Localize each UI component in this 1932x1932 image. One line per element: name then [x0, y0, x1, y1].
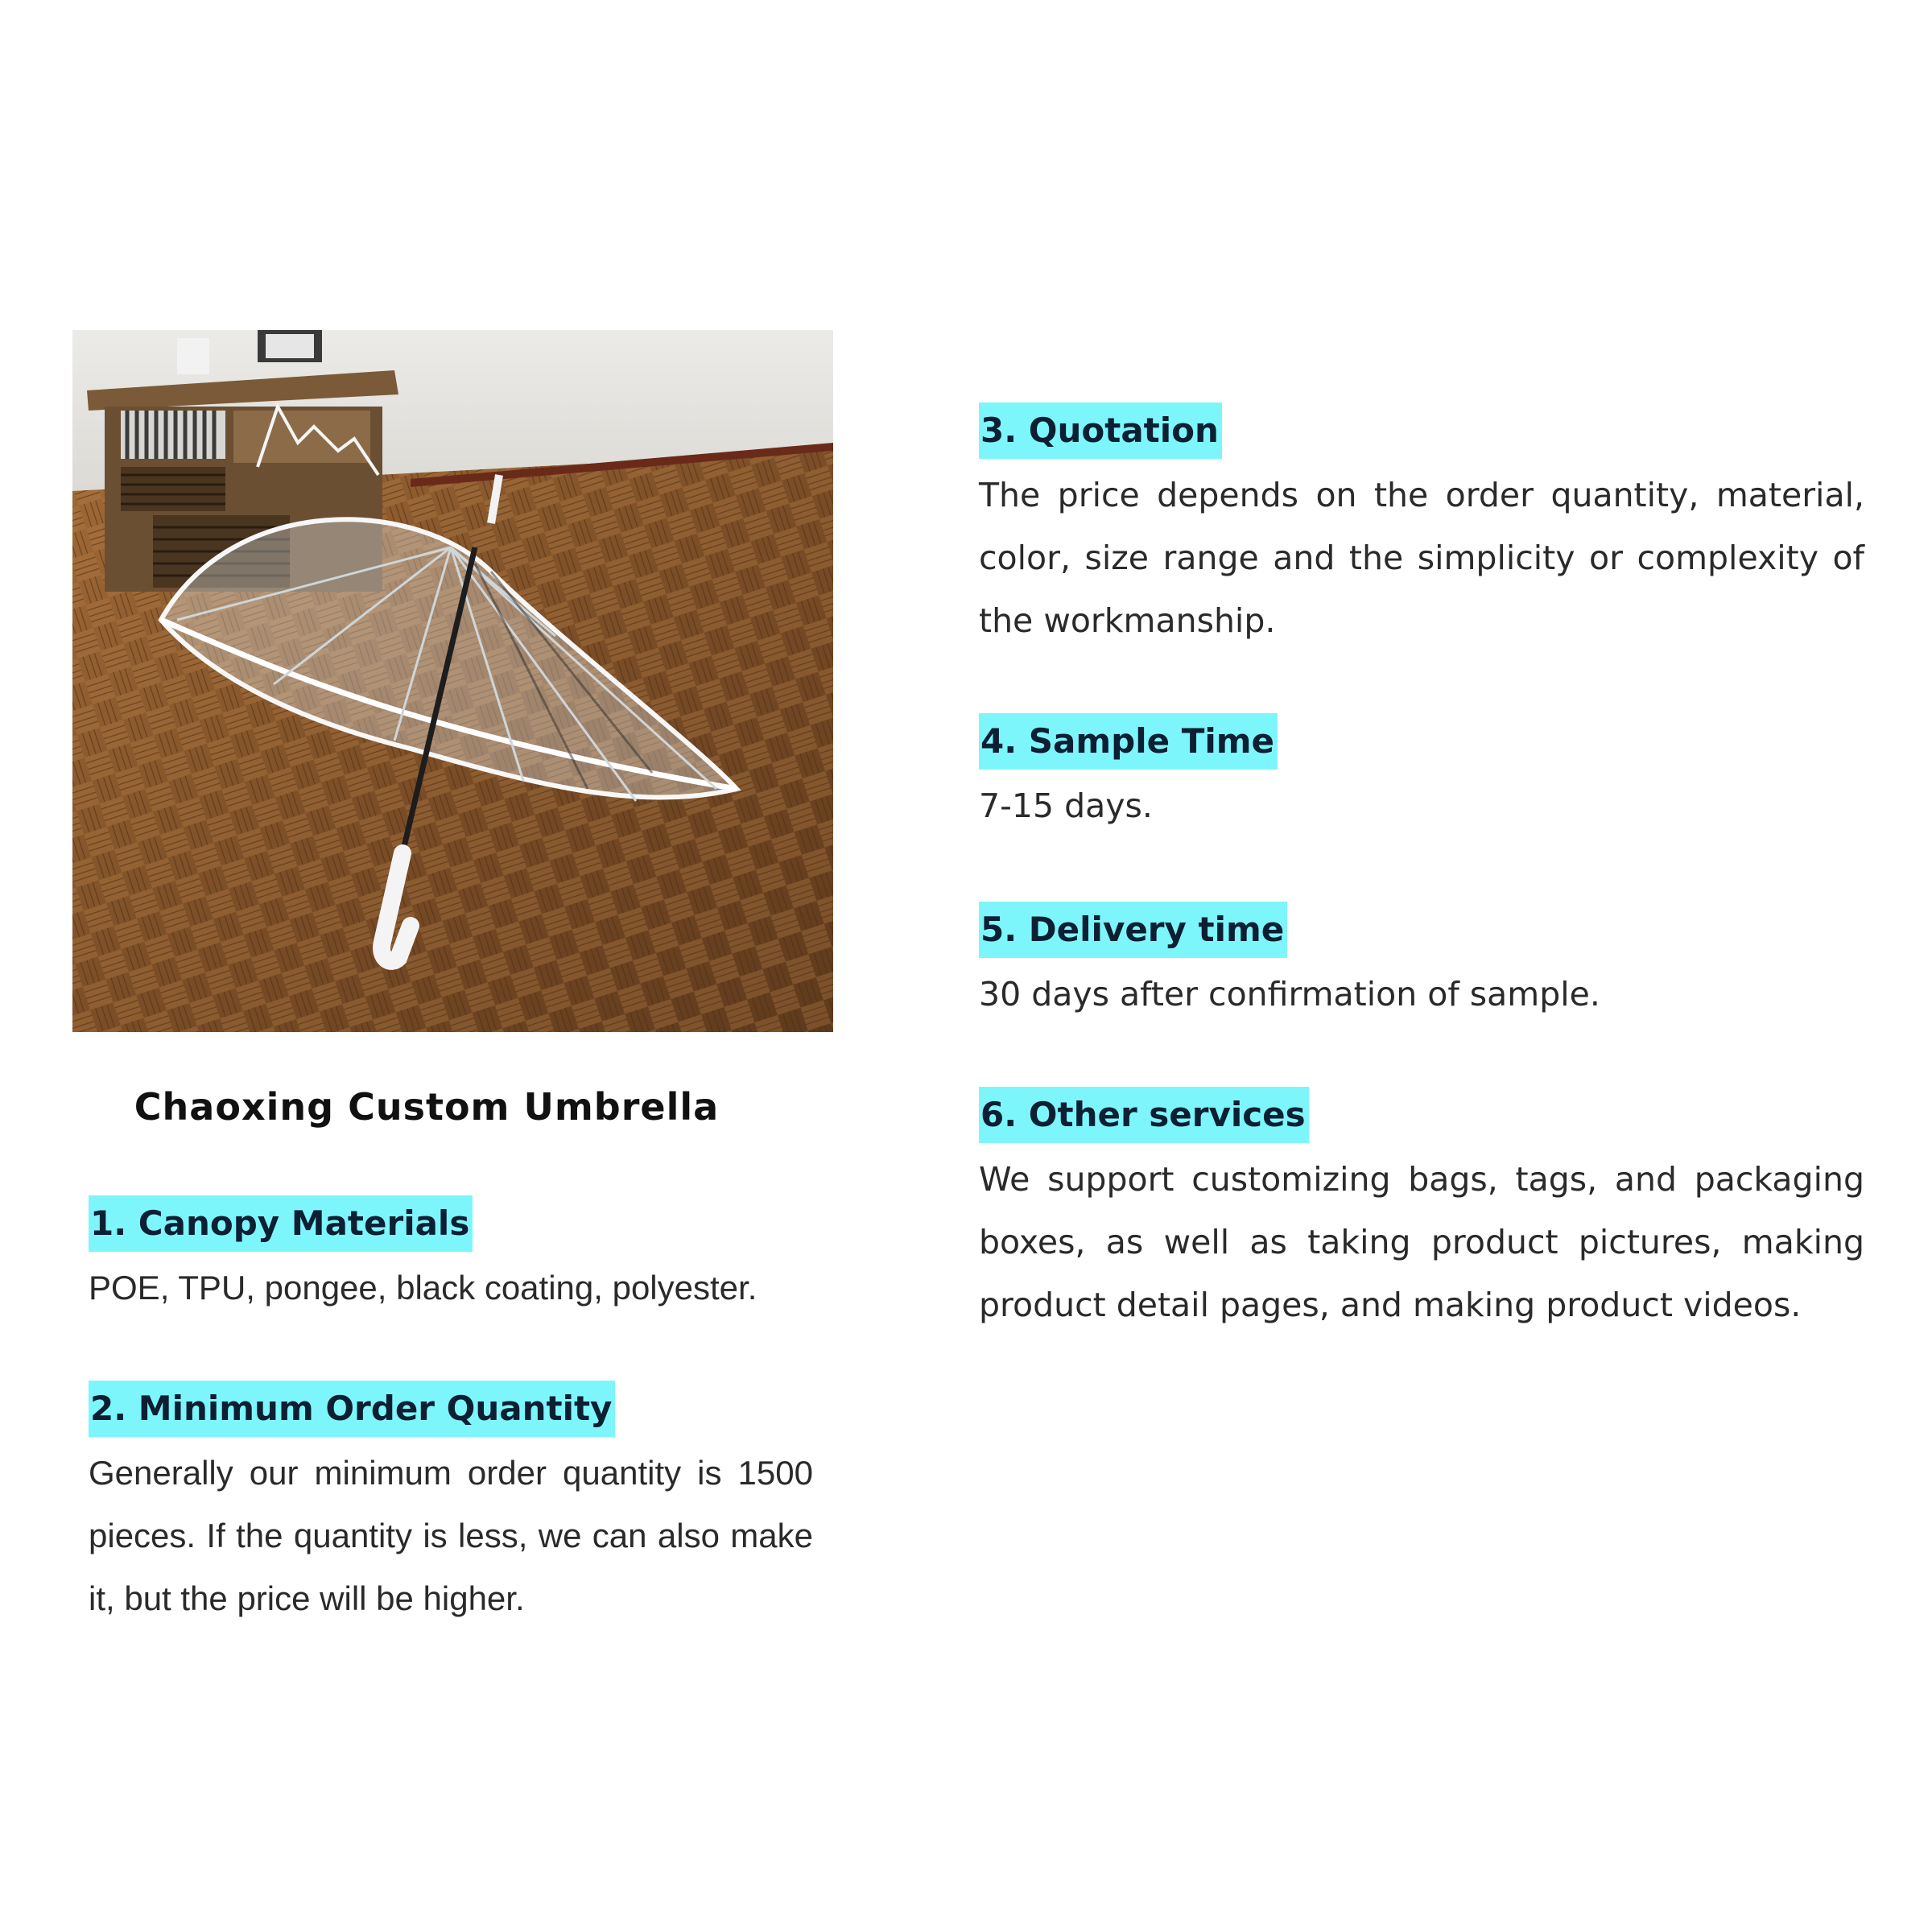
section-other-services — [979, 1087, 1864, 1336]
section-body: 30 days after confirmation of sample. — [979, 975, 1600, 1013]
section-heading: 3. Quotation — [979, 402, 1222, 459]
section-sample-time — [979, 713, 1864, 837]
section-minimum-order-quantity — [89, 1381, 813, 1630]
section-quotation — [979, 402, 1864, 652]
section-body: POE, TPU, pongee, black coating, polyester. — [89, 1269, 758, 1307]
umbrella-photo-illustration — [72, 330, 833, 1032]
product-title: Chaoxing Custom Umbrella — [134, 1085, 720, 1129]
section-heading: 1. Canopy Materials — [89, 1195, 473, 1252]
section-canopy-materials — [89, 1195, 813, 1319]
section-body: 7-15 days. — [979, 786, 1153, 825]
umbrella-product-photo — [72, 330, 833, 1032]
section-heading: 2. Minimum Order Quantity — [89, 1381, 615, 1437]
section-heading: 5. Delivery time — [979, 902, 1287, 958]
section-body: Generally our minimum order quantity is 1500 pieces. If the quantity is less, we can also make it, but the price will be higher. — [89, 1454, 813, 1617]
section-body: We support customizing bags, tags, and packaging boxes, as well as taking product pictures, making product detail pages, and making product videos. — [979, 1160, 1864, 1324]
section-delivery-time — [979, 902, 1864, 1026]
section-heading: 6. Other services — [979, 1087, 1309, 1143]
section-body: The price depends on the order quantity, material, color, size range and the simplicity or complexity of the workmanship. — [979, 476, 1864, 640]
section-heading: 4. Sample Time — [979, 713, 1278, 770]
